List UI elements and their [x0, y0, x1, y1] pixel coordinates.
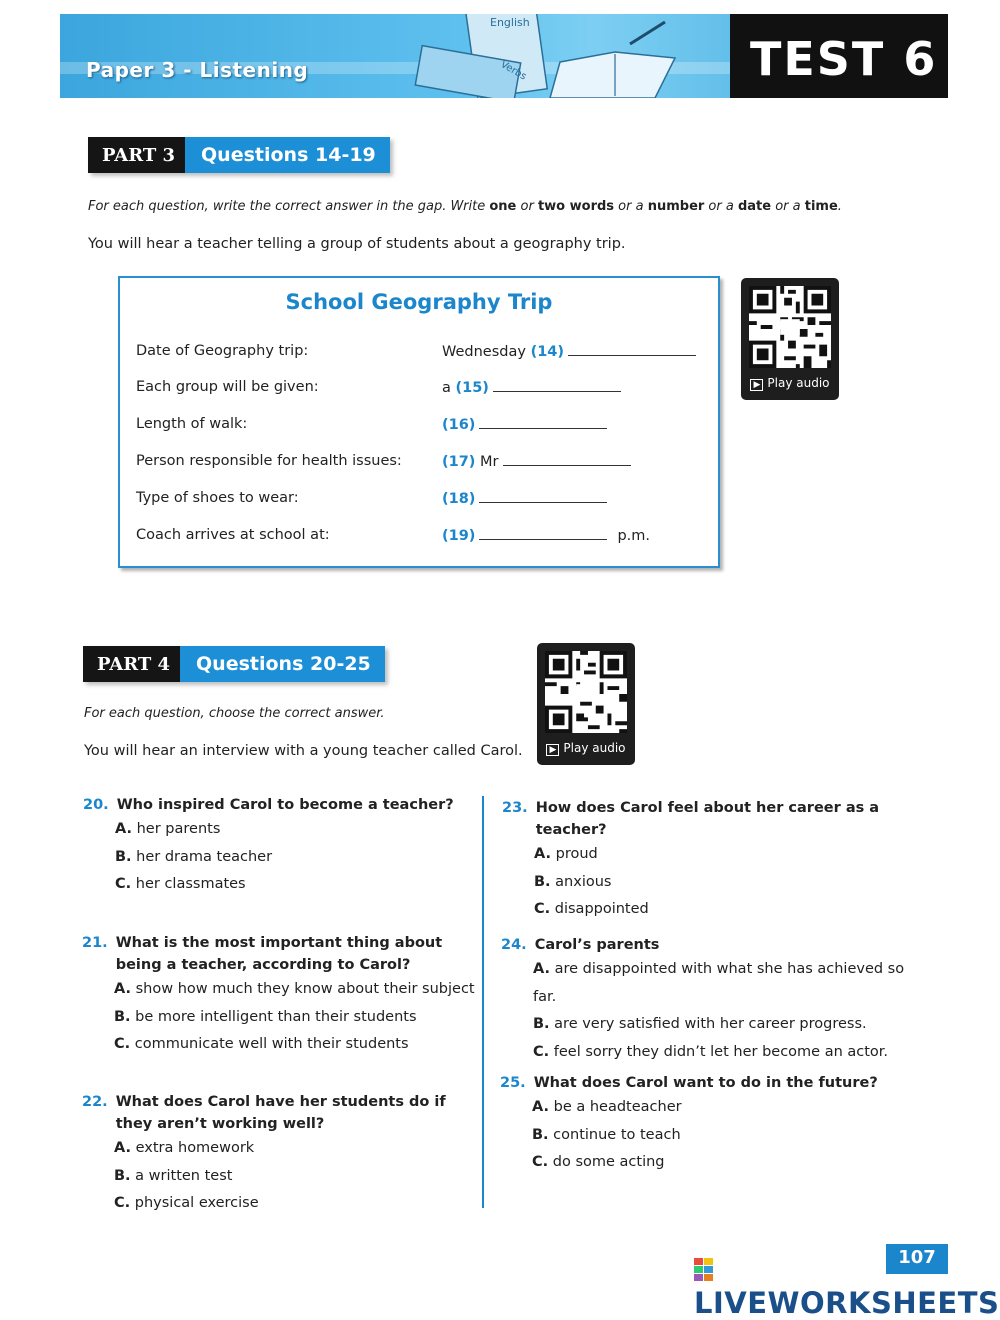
play-audio-button[interactable]: ▶ Play audio	[537, 741, 635, 756]
option-b[interactable]: B. are very satisfied with her career progress.	[533, 1016, 867, 1032]
page-number: 107	[886, 1244, 948, 1274]
part3-instruction	[88, 199, 842, 214]
row-answer: a (15)	[442, 379, 621, 396]
row-answer: (16)	[442, 416, 607, 433]
part3-tag	[88, 137, 390, 173]
option-a[interactable]: A. proud	[534, 846, 598, 862]
geography-trip-form	[118, 276, 720, 568]
paper-title: Paper 3 - Listening	[86, 58, 309, 82]
row-answer: (17) Mr	[442, 453, 631, 470]
books-illustration	[410, 14, 710, 98]
option-c[interactable]: C. feel sorry they didn’t let her become an actor.	[533, 1043, 889, 1060]
question-23: 23. How does Carol feel about her career as a teacher? A. proud B. anxious C. disappointed	[502, 797, 922, 924]
play-audio-button[interactable]: ▶ Play audio	[741, 376, 839, 391]
column-divider	[482, 796, 484, 1208]
option-a[interactable]: A. be a headteacher	[532, 1099, 682, 1115]
row-label: Each group will be given:	[136, 379, 319, 395]
row-answer: (19) p.m.	[442, 528, 650, 544]
test-number-box	[730, 14, 948, 98]
part4-questions-label: Questions 20-25	[180, 646, 385, 682]
part4-intro: You will hear an interview with a young teacher called Carol.	[84, 743, 523, 759]
answer-gap-16[interactable]	[479, 416, 607, 429]
liveworksheets-watermark: LIVEWORKSHEETS	[694, 1252, 1000, 1320]
part3-label: PART 3	[88, 137, 185, 173]
option-c[interactable]: C. physical exercise	[114, 1195, 259, 1211]
qr-audio-part4[interactable]	[537, 643, 635, 765]
option-a[interactable]: A. extra homework	[114, 1140, 255, 1156]
answer-gap-14[interactable]	[568, 343, 696, 356]
qr-code-icon	[545, 651, 627, 733]
svg-text:Verbs: Verbs	[498, 59, 529, 83]
row-label: Coach arrives at school at:	[136, 527, 330, 543]
option-a[interactable]: A. are disappointed with what she has achieved so far.	[533, 961, 905, 1005]
row-answer: (18)	[442, 490, 607, 507]
answer-gap-18[interactable]	[479, 490, 607, 503]
option-c[interactable]: C. disappointed	[534, 901, 649, 917]
option-b[interactable]: B. her drama teacher	[115, 848, 273, 865]
form-title: School Geography Trip	[285, 290, 553, 314]
option-c[interactable]: C. her classmates	[115, 876, 246, 892]
question-20: 20. Who inspired Carol to become a teacher? A. her parents B. her drama teacher C. her classmates	[83, 794, 483, 899]
header-banner	[60, 14, 948, 98]
option-c[interactable]: C. communicate well with their students	[114, 1036, 409, 1052]
svg-text:English: English	[490, 16, 530, 29]
row-label: Person responsible for health issues:	[136, 453, 402, 469]
option-b[interactable]: B. a written test	[114, 1167, 233, 1184]
qr-code-icon	[749, 286, 831, 368]
option-b[interactable]: B. be more intelligent than their students	[114, 1008, 417, 1025]
qr-audio-part3[interactable]	[741, 278, 839, 400]
part4-tag	[83, 646, 385, 682]
question-21: 21. What is the most important thing about being a teacher, according to Carol? A. show how much they know about their subject B. be more intelligent than their students C. communicate well with their students	[82, 932, 482, 1059]
liveworksheets-logo-icon	[694, 1258, 714, 1282]
question-25: 25. What does Carol want to do in the future? A. be a headteacher B. continue to teach C. do some acting	[500, 1072, 920, 1177]
play-icon: ▶	[546, 744, 559, 756]
answer-gap-17[interactable]	[503, 453, 631, 466]
answer-gap-19[interactable]	[479, 527, 607, 540]
option-b[interactable]: B. continue to teach	[532, 1126, 681, 1143]
part4-label: PART 4	[83, 646, 180, 682]
row-label: Date of Geography trip:	[136, 343, 309, 359]
question-22: 22. What does Carol have her students do if they aren’t working well? A. extra homework B. a written test C. physical exercise	[82, 1091, 482, 1218]
part3-instruction-text: For each question, write the correct answer in the gap. Write one or two words or a number or a date or a time.	[88, 199, 842, 214]
question-24: 24. Carol’s parents A. are disappointed with what she has achieved so far. B. are very satisfied with her career progress. C. feel sorry they didn’t let her become an actor.	[501, 934, 921, 1066]
answer-gap-15[interactable]	[493, 379, 621, 392]
part4-instruction: For each question, choose the correct answer.	[84, 706, 385, 721]
part3-intro: You will hear a teacher telling a group of students about a geography trip.	[88, 236, 626, 252]
play-icon: ▶	[750, 379, 763, 391]
row-answer: Wednesday (14)	[442, 343, 696, 360]
row-label: Length of walk:	[136, 416, 248, 432]
part3-questions-label: Questions 14-19	[185, 137, 390, 173]
option-a[interactable]: A. her parents	[115, 821, 221, 837]
row-label: Type of shoes to wear:	[136, 490, 299, 506]
option-a[interactable]: A. show how much they know about their subject	[114, 981, 475, 997]
test-label: TEST 6	[750, 32, 938, 86]
option-b[interactable]: B. anxious	[534, 873, 612, 890]
option-c[interactable]: C. do some acting	[532, 1154, 665, 1170]
